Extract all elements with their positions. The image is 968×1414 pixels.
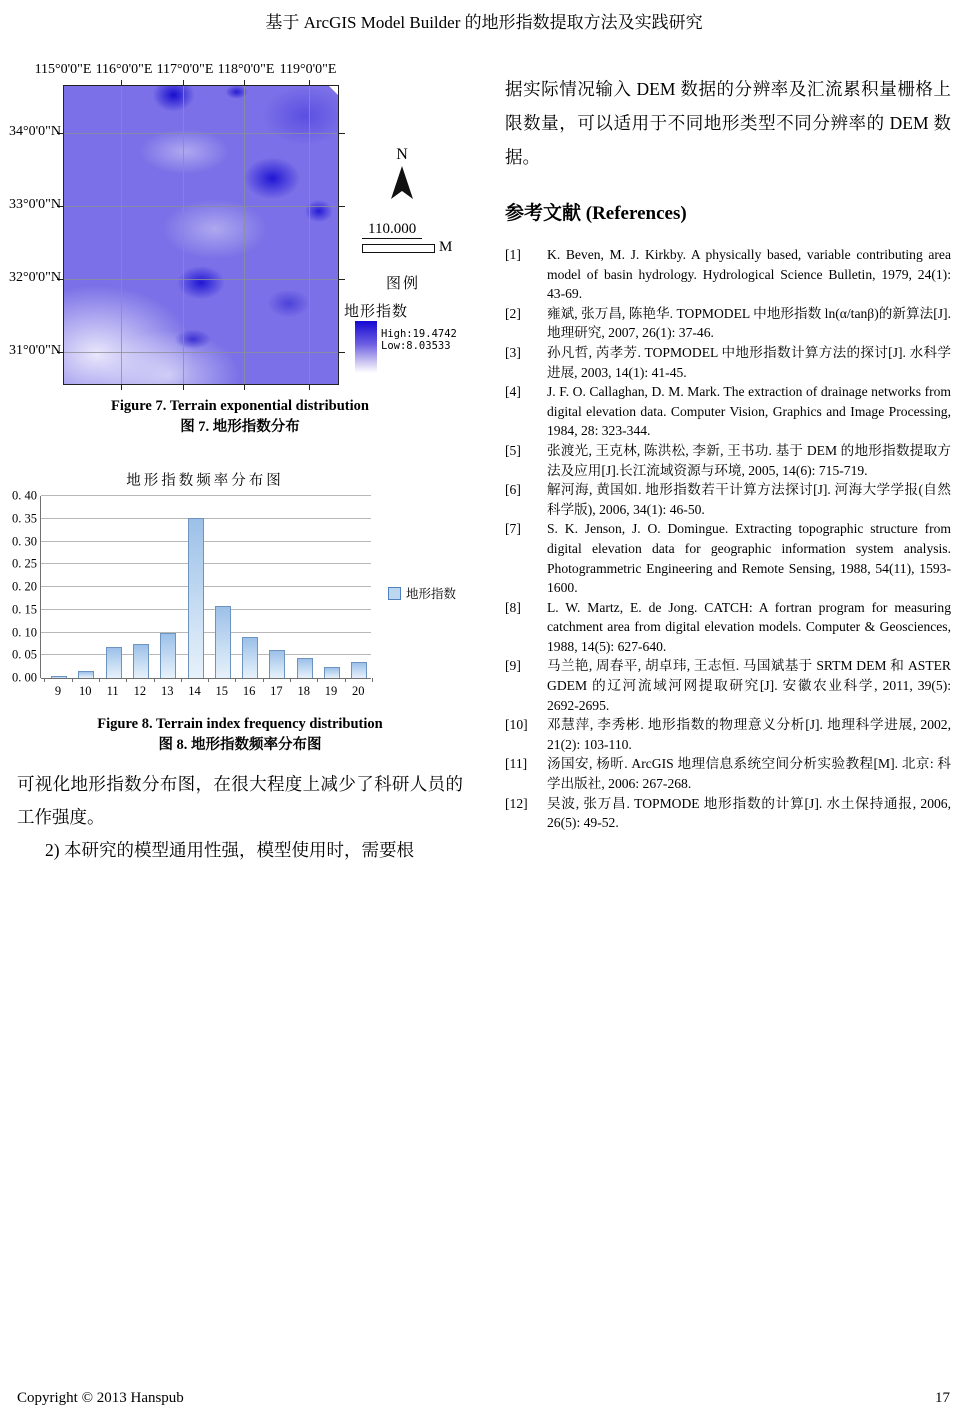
- fig-map: [9, 62, 463, 392]
- chart-gridline: [41, 541, 371, 542]
- left-paragraphs: [17, 768, 463, 867]
- reference-text: 吴波, 张万昌. TOPMODE 地形指数的计算[J]. 水土保持通报, 2006, 26(5): 49-52.: [547, 795, 951, 831]
- x-axis-tick-label: 9: [54, 684, 62, 698]
- reference-number: [7]: [505, 521, 521, 537]
- lon-tick-label: 119°0'0"E: [279, 62, 337, 77]
- left-paragraph-1: 可视化地形指数分布图，在很大程度上减少了科研人员的工作强度。: [17, 774, 463, 827]
- reference-item: [505, 794, 951, 833]
- x-axis-tick: [208, 678, 209, 682]
- north-label: N: [396, 146, 408, 163]
- reference-number: [6]: [505, 482, 521, 498]
- map-scalebar: [362, 221, 452, 256]
- chart-gridline: [41, 563, 371, 564]
- lat-tick-label: 34°0'0"N: [9, 124, 61, 139]
- legend-label: 地形指数: [406, 587, 457, 601]
- map-gridline: [121, 86, 122, 384]
- reference-number: [10]: [505, 717, 528, 733]
- bar-10: [78, 671, 94, 678]
- map-tick: [309, 80, 310, 85]
- x-axis-tick: [290, 678, 291, 682]
- references-list: [505, 245, 951, 833]
- reference-item: [505, 754, 951, 793]
- reference-item: [505, 656, 951, 715]
- chart-gridline: [41, 518, 371, 519]
- x-axis-tick: [181, 678, 182, 682]
- scalebar-bar: [362, 244, 435, 253]
- left-paragraph-2: 2) 本研究的模型通用性强，模型使用时，需要根: [45, 840, 414, 860]
- y-axis-tick-label: 0. 30: [12, 534, 37, 548]
- lon-tick-label: 116°0'0"E: [95, 62, 153, 77]
- left-column: [9, 62, 463, 862]
- x-axis-tick: [372, 678, 373, 682]
- y-axis-tick-label: 0. 10: [12, 625, 37, 639]
- x-axis-tick-label: 13: [160, 684, 174, 698]
- reference-text: S. K. Jenson, J. O. Domingue. Extracting topographic structure from digital elevation data for geographic information system analysis. Photogrammetric Engineering and Remote Sensing, 1988, 54(11), 1593-1600.: [547, 521, 951, 596]
- reference-text: K. Beven, M. J. Kirkby. A physically based, variable contributing area model of basin hydrology. Hydrological Science Bulletin, 1979, 24(1): 43-69.: [547, 247, 951, 302]
- chart-gridline: [41, 495, 371, 496]
- reference-text: 孙凡哲, 芮孝芳. TOPMODEL 中地形指数计算方法的探讨[J]. 水科学进展, 2003, 14(1): 41-45.: [547, 344, 951, 380]
- figure7-caption-en: Figure 7. Terrain exponential distribution: [111, 398, 369, 414]
- reference-text: 汤国安, 杨昕. ArcGIS 地理信息系统空间分析实验教程[M]. 北京: 科学出版社, 2006: 267-268.: [547, 756, 951, 792]
- map-gridline: [64, 352, 338, 353]
- reference-number: [1]: [505, 247, 521, 262]
- bar-20: [351, 662, 367, 678]
- figure8-caption: [17, 714, 463, 756]
- reference-item: [505, 519, 951, 597]
- x-axis-tick-label: 20: [352, 684, 365, 698]
- reference-item: [505, 598, 951, 657]
- y-axis-tick-label: 0. 00: [12, 670, 37, 685]
- lon-tick-label: 118°0'0"E: [217, 62, 275, 77]
- map-tick: [183, 385, 184, 390]
- bar-11: [106, 647, 122, 678]
- figure8-caption-en: Figure 8. Terrain index frequency distribution: [97, 716, 383, 732]
- figure7-caption-zh: 图 7. 地形指数分布: [180, 419, 300, 435]
- y-axis-tick-label: 0. 20: [12, 579, 37, 594]
- x-axis-tick-label: 10: [79, 684, 92, 698]
- x-axis-tick: [99, 678, 100, 682]
- map-legend-gradient: [355, 321, 377, 373]
- reference-number: [3]: [505, 344, 521, 360]
- terrain-map-image: [63, 85, 339, 385]
- chart-gridline: [41, 586, 371, 587]
- reference-text: L. W. Martz, E. de Jong. CATCH: A fortran program for measuring catchment area from digital elevation models. Computer & Geosciences, 1988, 14(5): 627-640.: [547, 599, 951, 654]
- map-tick: [339, 279, 345, 280]
- bar-17: [269, 650, 285, 678]
- map-tick: [244, 385, 245, 390]
- scalebar-value: 110.000: [362, 221, 422, 239]
- right-column: [505, 62, 951, 882]
- x-axis-tick: [235, 678, 236, 682]
- x-axis-tick: [263, 678, 264, 682]
- x-axis-tick: [345, 678, 346, 682]
- y-axis-tick-label: 0. 15: [12, 602, 37, 617]
- footer-page-number: 17: [935, 1390, 950, 1406]
- map-gridline: [183, 86, 184, 384]
- reference-text: 马兰艳, 周春平, 胡卓玮, 王志恒. 马国斌基于 SRTM DEM 和 ASTER GDEM 的辽河流域河网提取研究[J]. 安徽农业科学, 2011, 39(5): 2692-2695.: [547, 658, 951, 713]
- lat-tick-label: 33°0'0"N: [9, 197, 61, 212]
- reference-number: [2]: [505, 305, 521, 321]
- reference-number: [5]: [505, 442, 521, 458]
- map-tick: [339, 133, 345, 134]
- map-gridline: [64, 133, 338, 134]
- y-axis-tick-label: 0. 40: [12, 488, 37, 503]
- bar-9: [51, 676, 67, 678]
- map-tick: [121, 80, 122, 85]
- x-axis-tick: [154, 678, 155, 682]
- x-axis-tick-label: 16: [242, 684, 256, 698]
- bar-18: [297, 658, 313, 678]
- lon-tick-label: 115°0'0"E: [34, 62, 92, 77]
- reference-number: [9]: [505, 658, 521, 674]
- reference-text: J. F. O. Callaghan, D. M. Mark. The extraction of drainage networks from digital elevation data. Computer Vision, Graphics and Image Processing, 1984, 28: 323-344.: [547, 384, 951, 439]
- chart-title: 地形指数频率分布图: [126, 473, 284, 489]
- chart-gridline: [41, 632, 371, 633]
- bar-12: [133, 644, 149, 678]
- y-axis-tick-label: 0. 05: [12, 647, 37, 662]
- map-gridline: [64, 279, 338, 280]
- map-tick: [244, 80, 245, 85]
- reference-item: [505, 304, 951, 343]
- lon-tick-label: 117°0'0"E: [156, 62, 214, 77]
- map-gridline: [309, 86, 310, 384]
- bar-16: [242, 637, 258, 678]
- bar-19: [324, 667, 340, 678]
- x-axis-tick: [126, 678, 127, 682]
- reference-item: [505, 441, 951, 480]
- x-axis-tick-label: 19: [324, 684, 338, 698]
- reference-number: [11]: [505, 756, 528, 772]
- reference-text: 雍斌, 张万昌, 陈艳华. TOPMODEL 中地形指数 ln(α/tanβ)的新算法[J]. 地理研究, 2007, 26(1): 37-46.: [547, 305, 951, 341]
- figure8-caption-zh: 图 8. 地形指数频率分布图: [158, 737, 322, 753]
- y-axis-tick-label: 0. 25: [12, 556, 37, 571]
- x-axis-tick-label: 14: [188, 684, 201, 698]
- map-gridline: [244, 86, 245, 384]
- chart-gridline: [41, 609, 371, 610]
- map-tick: [339, 206, 345, 207]
- scalebar-unit: M: [439, 239, 453, 256]
- chart-plot: [12, 488, 371, 698]
- x-axis-tick-label: 15: [215, 684, 229, 698]
- map-tick: [183, 80, 184, 85]
- x-axis-tick: [72, 678, 73, 682]
- map-legend-layer: 地形指数: [344, 304, 409, 320]
- reference-number: [4]: [505, 384, 521, 400]
- right-paragraph: 据实际情况输入 DEM 数据的分辨率及汇流累积量栅格上限数量，可以适用于不同地形类型不同分辨率的 DEM 数据。: [505, 79, 951, 167]
- chart-legend: [388, 584, 456, 602]
- x-axis-tick: [317, 678, 318, 682]
- references-heading: 参考文献 (References): [505, 203, 687, 224]
- reference-text: 邓慧萍, 李秀彬. 地形指数的物理意义分析[J]. 地理科学进展, 2002, 21(2): 103-110.: [547, 717, 951, 752]
- y-axis-tick-label: 0. 35: [12, 511, 37, 526]
- reference-number: [8]: [505, 599, 521, 615]
- page-title: 基于 ArcGIS Model Builder 的地形指数提取方法及实践研究: [265, 13, 703, 32]
- x-axis-tick-label: 11: [106, 684, 119, 698]
- reference-item: [505, 480, 951, 519]
- map-gridline: [64, 206, 338, 207]
- reference-item: [505, 382, 951, 441]
- map-legend-low: Low:8.03533: [381, 340, 451, 352]
- map-legend-title: 图例: [385, 276, 420, 292]
- figure7-caption: [17, 396, 463, 438]
- bar-14: [188, 518, 204, 678]
- legend-swatch-icon: [388, 587, 401, 600]
- reference-item: [505, 343, 951, 382]
- chart-gridline: [41, 678, 371, 679]
- reference-text: 张渡光, 王克林, 陈洪松, 李新, 王书功. 基于 DEM 的地形指数提取方法及应用[J].长江流域资源与环境, 2005, 14(6): 715-719.: [547, 442, 951, 478]
- x-axis-tick: [44, 678, 45, 682]
- map-nodata-corner: [329, 86, 338, 95]
- reference-item: [505, 715, 951, 754]
- footer-copyright: Copyright © 2013 Hanspub: [17, 1390, 184, 1406]
- reference-text: 解河海, 黄国如. 地形指数若干计算方法探讨[J]. 河海大学学报(自然科学版), 2006, 34(1): 46-50.: [547, 482, 951, 517]
- map-legend-high: High:19.4742: [381, 328, 457, 340]
- reference-item: [505, 245, 951, 304]
- lat-tick-label: 32°0'0"N: [9, 270, 61, 285]
- north-arrow-icon: [380, 146, 424, 200]
- reference-number: [12]: [505, 795, 528, 811]
- x-axis-tick-label: 18: [297, 684, 310, 698]
- fig-chart: [12, 463, 463, 711]
- x-axis-tick-label: 12: [133, 684, 147, 698]
- bar-13: [160, 633, 176, 678]
- map-tick: [309, 385, 310, 390]
- x-axis-tick-label: 17: [270, 684, 283, 698]
- map-tick: [339, 352, 345, 353]
- map-tick: [121, 385, 122, 390]
- bar-15: [215, 606, 231, 678]
- lat-tick-label: 31°0'0"N: [9, 343, 61, 358]
- chart-gridline: [41, 654, 371, 655]
